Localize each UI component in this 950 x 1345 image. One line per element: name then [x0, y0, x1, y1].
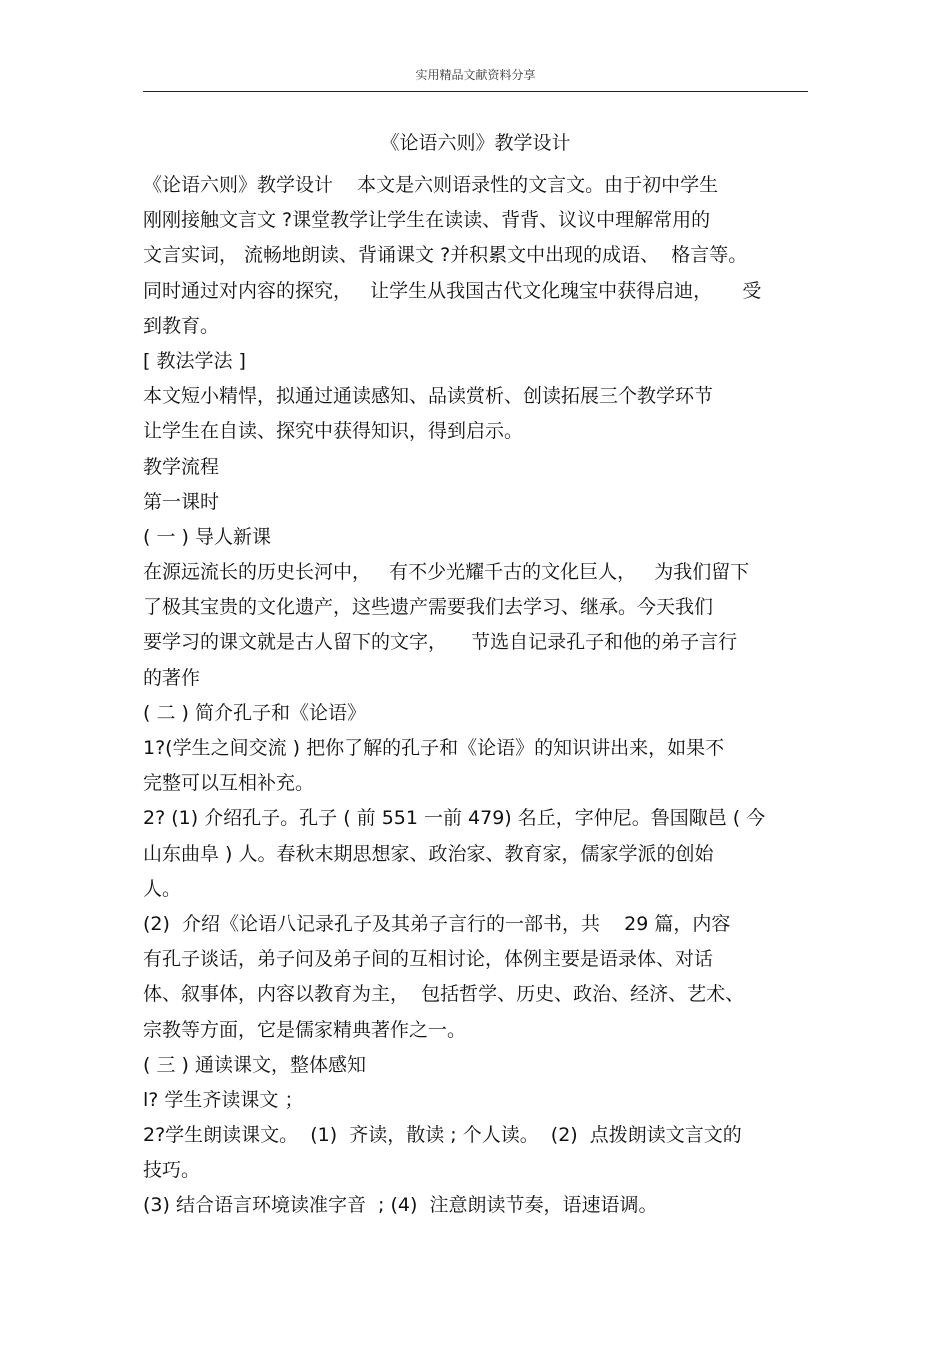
paragraph-line: (2) 介绍《论语八记录孔子及其弟子言行的一部书，共 29 篇，内容: [143, 912, 731, 935]
paragraph-line: 在源远流长的历史长河中， 有不少光耀千古的文化巨人， 为我们留下: [143, 561, 750, 584]
section-heading: [ 教法学法 ]: [143, 349, 246, 372]
paragraph-line: 有孔子谈话，弟子问及弟子间的互相讨论，体例主要是语录体、对话: [143, 948, 714, 971]
section-heading: ( 三 ) 通读课文，整体感知: [143, 1053, 366, 1076]
section-heading: ( 一 ) 导人新课: [143, 525, 271, 548]
paragraph-line: 到教育。: [143, 314, 220, 337]
paragraph-line: 人。: [143, 877, 182, 900]
paragraph-line: 要学习的课文就是古人留下的文字， 节选自记录孔子和他的弟子言行: [143, 631, 738, 654]
section-heading: 第一课时: [143, 490, 220, 513]
paragraph-line: (3) 结合语言环境读准字音 ; (4) 注意朗读节奏，语速语调。: [143, 1194, 658, 1217]
section-heading: ( 二 ) 简介孔子和《论语》: [143, 701, 366, 724]
paragraph-line: 1?(学生之间交流 ) 把你了解的孔子和《论语》的知识讲出来，如果不: [143, 737, 725, 759]
paragraph-line: 山东曲阜 ) 人。春秋末期思想家、政治家、教育家，儒家学派的创始: [143, 842, 714, 865]
paragraph-line: 技巧。: [143, 1159, 201, 1182]
paragraph-line: 刚刚接触文言文 ?课堂教学让学生在读读、背背、议议中理解常用的: [143, 209, 711, 232]
paragraph-line: 的著作: [143, 666, 201, 689]
paragraph-line: 2?学生朗读课文。 (1) 齐读，散读 ; 个人读。 (2) 点拨朗读文言文的: [143, 1124, 742, 1147]
paragraph-line: 文言实词， 流畅地朗读、背诵课文 ?并积累文中出现的成语、 格言等。: [143, 244, 748, 267]
paragraph-line: 本文短小精悍，拟通过通读感知、品读赏析、创读拓展三个教学环节: [143, 385, 714, 408]
paragraph-line: 同时通过对内容的探究， 让学生从我国古代文化瑰宝中获得启迪， 受: [143, 279, 762, 302]
page-header: 实用精品文献资料分享: [415, 68, 536, 82]
paragraph-line: 让学生在自读、探究中获得知识，得到启示。: [143, 420, 524, 443]
paragraph-line: 《论语六则》教学设计 本文是六则语录性的文言文。由于初中学生: [143, 174, 719, 196]
paragraph-line: 2? (1) 介绍孔子。孔子 ( 前 551 一前 479) 名丘，字仲尼。鲁国陬邑 ( 今: [143, 807, 766, 830]
section-heading: 教学流程: [143, 455, 220, 478]
paragraph-line: l? 学生齐读课文 ；: [143, 1088, 304, 1111]
paragraph-line: 完整可以互相补充。: [143, 772, 315, 795]
header-divider: [143, 91, 808, 92]
paragraph-line: 宗教等方面，它是儒家精典著作之一。: [143, 1018, 467, 1041]
paragraph-line: 体、叙事体，内容以教育为主， 包括哲学、历史、政治、经济、艺术、: [143, 983, 745, 1006]
document-title: 《论语六则》教学设计: [380, 132, 571, 154]
document-body: [143, 168, 813, 1224]
paragraph-line: 了极其宝贵的文化遗产，这些遗产需要我们去学习、继承。今天我们: [143, 596, 714, 619]
